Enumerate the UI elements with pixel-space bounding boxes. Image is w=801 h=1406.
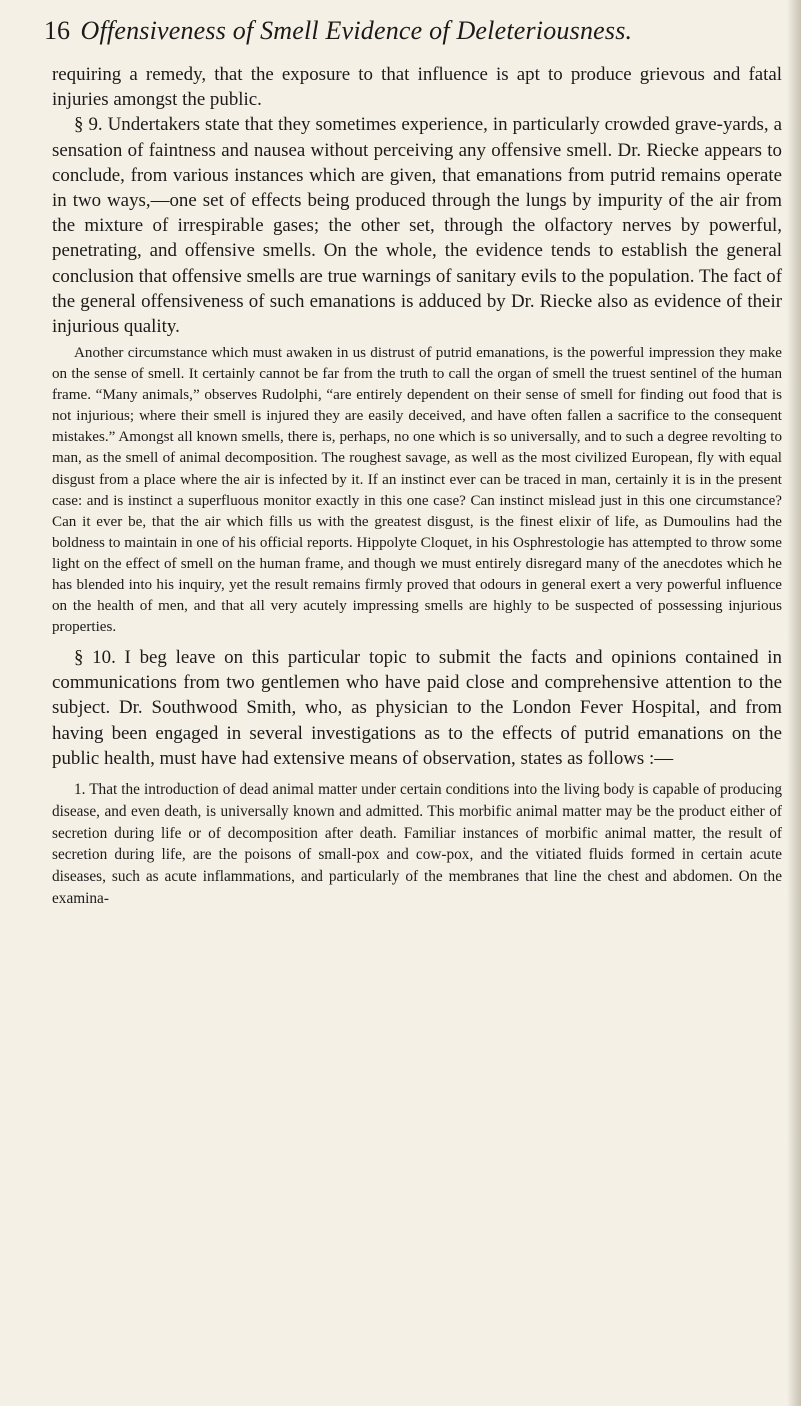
numbered-item-1: 1. That the introduction of dead animal matter under certain conditions into the living body is capable of producing disease, and even death, is universally known and admitted. This morbific animal matter may be the product either of secretion during life or of decomposition after death. Familiar instances of morbific animal matter, the result of secretion during life, are the poisons of small-pox and cow-pox, and the vitiated fluids formed in certain acute diseases, such as acute inflammations, and particularly of the membranes that line the chest and abdomen. On the examina- <box>52 780 782 907</box>
page-edge-shadow <box>787 0 801 1406</box>
paragraph-continuation: requiring a remedy, that the exposure to that influence is apt to produce grievous and fatal injuries amongst the public. <box>52 64 782 111</box>
book-page <box>44 16 782 910</box>
section-10-paragraph: § 10. I beg leave on this particular topic to submit the facts and opinions contained in communications from two gentlemen who have paid close and comprehensive attention to the subject. Dr. Southwood Smith, who, as physician to the London Fever Hospital, and from having been engaged in several investigations as to the effects of putrid emanations on the public health, must have had extensive means of observation, states as follows :— <box>52 646 782 769</box>
section-9-paragraph: § 9. Undertakers state that they sometimes experience, in particularly crowded grave-yards, a sensation of faintness and nausea without perceiving any offensive smell. Dr. Riecke appears to conclude, from various instances which are given, that emanations from putrid remains operate in two ways,—one set of effects being produced through the lungs by impurity of the air from the mixture of irrespirable gases; the other set, through the olfactory nerves by powerful, penetrating, and offensive smells. On the whole, the evidence tends to establish the general conclusion that offensive smells are true warnings of sanitary evils to the population. The fact of the general offensiveness of such emanations is adduced by Dr. Riecke also as evidence of their injurious quality. <box>52 114 782 338</box>
running-title: Offensiveness of Smell Evidence of Deleteriousness. <box>80 16 633 45</box>
page-number: 16 <box>44 16 70 45</box>
quoted-passage: Another circumstance which must awaken in us distrust of putrid emanations, is the powerful impression they make on the sense of smell. It certainly cannot be far from the truth to call the organ of smell the truest sentinel of the human frame. “Many animals,” observes Rudolphi, “are entirely dependent on their sense of smell for finding out food that is not injurious; where their smell is injured they are easily deceived, and have often fallen a sacrifice to the consequent mistakes.” Amongst all known smells, there is, perhaps, no one which is so universally, and to such a degree revolting to man, as the smell of animal decomposition. The roughest savage, as well as the most civilized European, fly with equal disgust from a place where the air is infected by it. If an instinct ever can be traced in man, certainly it is in the present case: and is instinct a superfluous monitor exactly in this one case? Can instinct mislead just in this one circumstance? Can it ever be, that the air which fills us with the greatest disgust, is the finest elixir of life, as Dumoulins had the boldness to maintain in one of his official reports. Hippolyte Cloquet, in his Osphrestologie has attempted to throw some light on the effect of smell on the human frame, and though we must entirely disregard many of the anecdotes which he has blended into his inquiry, yet the result remains firmly proved that odours in general exert a very powerful influence on the health of men, and that all very acutely impressing smells are highly to be suspected of possessing injurious properties. <box>52 345 782 635</box>
running-header <box>44 16 782 62</box>
